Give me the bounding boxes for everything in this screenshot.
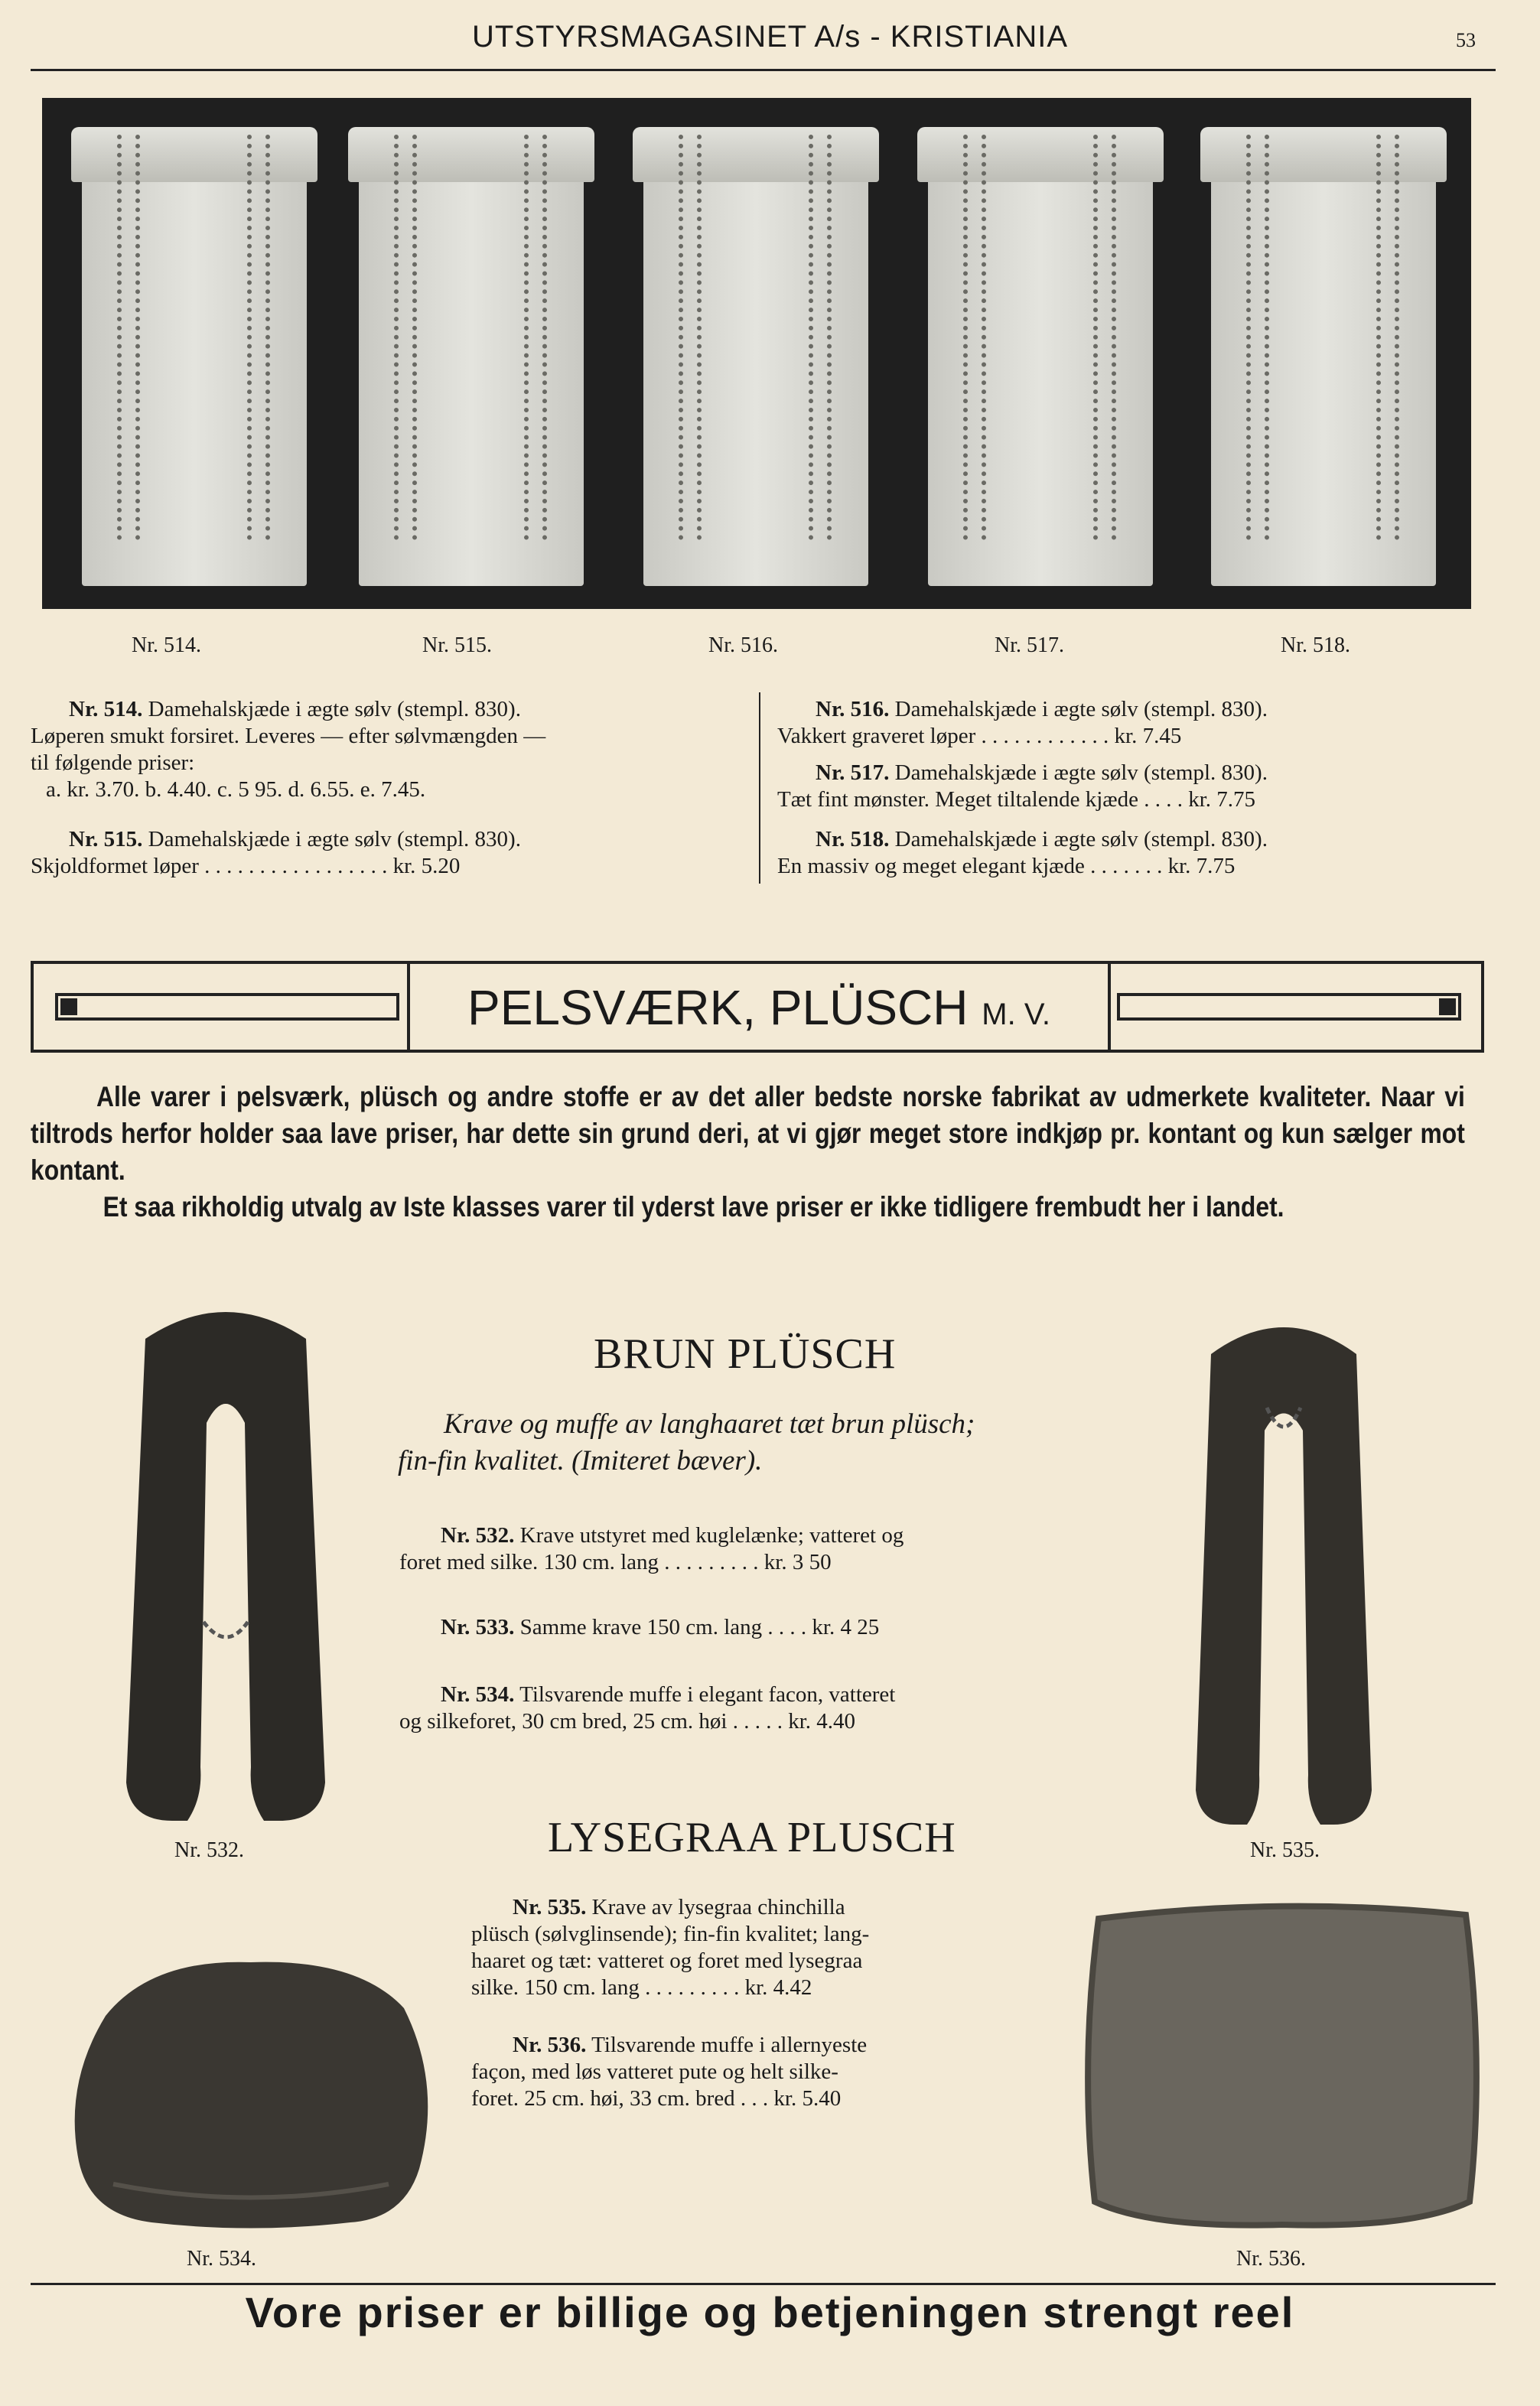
caption-536: Nr. 536. [1236,2247,1306,2271]
banner-title: PELSVÆRK, PLÜSCH [467,980,969,1035]
product-number: Nr. 535. [513,1895,587,1919]
footer-rule [31,2283,1496,2285]
footer-slogan: Vore priser er billige og betjeningen strengt reel [245,2288,1295,2336]
product-534 [399,1682,1118,1735]
necklace-photo [42,98,1471,609]
product-515 [31,826,742,880]
brun-subtitle [398,1406,1132,1480]
heading-brun-plusch: BRUN PLÜSCH [594,1330,897,1378]
product-line: haaret og tæt: vatteret og foret med lysegraa [471,1949,863,1973]
product-line: Tæt fint mønster. Meget tiltalende kjæde . . . . kr. 7.75 [777,787,1256,812]
heading-lysegraa-plusch: LYSEGRAA PLUSCH [548,1814,956,1861]
product-line: Damehalskjæde i ægte sølv (stempl. 830). [148,697,521,721]
necklace-518-image [1200,127,1447,586]
intro-text [31,1079,1484,1226]
product-line: Krave utstyret med kuglelænke; vatteret og [519,1523,904,1548]
intro-paragraph-2: Et saa rikholdig utvalg av Iste klasses varer til yderst lave priser er ikke tidligere frembudt her i landet. [103,1191,1284,1223]
product-number: Nr. 518. [816,827,890,851]
caption-517: Nr. 517. [995,633,1064,657]
banner-title-box [407,961,1111,1053]
product-535 [471,1894,1045,2001]
product-number: Nr. 517. [816,760,890,785]
product-line: En massiv og meget elegant kjæde . . . . . . . kr. 7.75 [777,854,1236,878]
page-number: 53 [1456,29,1476,51]
product-514 [31,696,742,803]
product-536 [471,2032,1045,2112]
caption-514: Nr. 514. [132,633,201,657]
product-number: Nr. 536. [513,2033,587,2057]
product-number: Nr. 514. [69,697,143,721]
product-518 [777,826,1489,880]
caption-516: Nr. 516. [708,633,778,657]
necklace-517-image [917,127,1164,586]
product-line: façon, med løs vatteret pute og helt silke- [471,2059,838,2084]
product-line: og silkeforet, 30 cm bred, 25 cm. høi . . . . . kr. 4.40 [399,1709,856,1734]
brun-subtitle-line-2: fin-fin kvalitet. (Imiteret bæver). [398,1445,763,1476]
product-line: Damehalskjæde i ægte sølv (stempl. 830). [894,697,1268,721]
product-number: Nr. 533. [441,1615,515,1639]
product-number: Nr. 515. [69,827,143,851]
product-517 [777,760,1489,813]
muff-536-image [1076,1896,1489,2232]
product-line: foret med silke. 130 cm. lang . . . . . . . . . kr. 3 50 [399,1550,832,1574]
product-line: plüsch (sølvglinsende); fin-fin kvalitet; lang- [471,1922,870,1946]
collar-535-image [1184,1308,1383,1828]
collar-532-image [115,1293,337,1828]
product-line: foret. 25 cm. høi, 33 cm. bred . . . kr. 5.40 [471,2086,842,2111]
product-number: Nr. 516. [816,697,890,721]
product-number: Nr. 534. [441,1682,515,1707]
product-line: Løperen smukt forsiret. Leveres — efter sølvmængden — [31,724,546,748]
banner-suffix: M. V. [982,998,1050,1031]
caption-518: Nr. 518. [1281,633,1350,657]
muff-534-image [60,1955,442,2238]
product-532 [399,1522,1118,1576]
product-line: til følgende priser: [31,750,195,775]
caption-532: Nr. 532. [174,1838,244,1862]
product-line: silke. 150 cm. lang . . . . . . . . . kr. 4.42 [471,1975,812,2000]
section-banner [31,961,1484,1053]
necklace-516-image [633,127,879,586]
caption-535: Nr. 535. [1250,1838,1320,1862]
product-533 [399,1614,1118,1641]
product-line: Krave av lysegraa chinchilla [591,1895,845,1919]
product-line: Vakkert graveret løper . . . . . . . . . . . . kr. 7.45 [777,724,1182,748]
product-number: Nr. 532. [441,1523,515,1548]
product-line: Damehalskjæde i ægte sølv (stempl. 830). [148,827,521,851]
running-head: UTSTYRSMAGASINET A/s - KRISTIANIA [471,20,1069,54]
necklace-515-image [348,127,594,586]
column-divider [759,692,760,884]
product-line: Tilsvarende muffe i elegant facon, vatteret [519,1682,896,1707]
intro-paragraph-1: Alle varer i pelsværk, plüsch og andre stoffe er av det aller bedste norske fabrikat av udmerkete kvaliteter. Naar vi tiltrods herfor holder saa lave priser, har dette sin grund deri, at vi gjør meget store indkjøp pr. kontant og kun sælger mot kontant. [31,1081,1465,1186]
caption-534: Nr. 534. [187,2247,256,2271]
product-516 [777,696,1489,750]
banner-rail-right [1117,993,1461,1021]
product-line: Tilsvarende muffe i allernyeste [591,2033,868,2057]
product-line: Skjoldformet løper . . . . . . . . . . . . . . . . . kr. 5.20 [31,854,461,878]
product-line: Damehalskjæde i ægte sølv (stempl. 830). [894,827,1268,851]
header-rule [31,69,1496,71]
brun-subtitle-line-1: Krave og muffe av langhaaret tæt brun plüsch; [444,1408,975,1440]
banner-rail-left [55,993,399,1021]
necklace-514-image [71,127,317,586]
product-line: Samme krave 150 cm. lang . . . . kr. 4 25 [519,1615,880,1639]
product-line: a. kr. 3.70. b. 4.40. c. 5 95. d. 6.55. e. 7.45. [46,777,426,802]
product-line: Damehalskjæde i ægte sølv (stempl. 830). [894,760,1268,785]
caption-515: Nr. 515. [422,633,492,657]
